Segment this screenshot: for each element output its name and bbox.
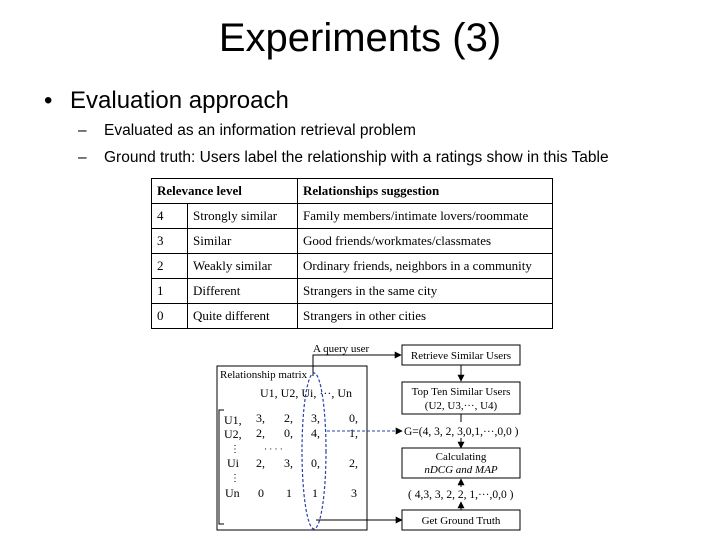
calculating-label: Calculating xyxy=(435,451,487,463)
matrix-cell: 1 xyxy=(312,486,318,500)
header-relationships-suggestion: Relationships suggestion xyxy=(298,179,553,204)
suggestion-cell: Strangers in the same city xyxy=(298,279,553,304)
main-bullet xyxy=(44,86,289,116)
table-row xyxy=(152,204,553,229)
matrix-cell: 2, xyxy=(256,456,265,470)
get-ground-truth-label: Get Ground Truth xyxy=(421,515,501,527)
slide-title: Experiments (3) xyxy=(218,16,502,60)
suggestion-cell: Strangers in other cities xyxy=(298,304,553,329)
label-cell: Quite different xyxy=(188,304,298,329)
table-row xyxy=(152,279,553,304)
matrix-cell: 3, xyxy=(284,456,293,470)
relevance-table xyxy=(151,178,553,329)
dash-mark: – xyxy=(78,149,87,166)
matrix-cell: 0, xyxy=(284,426,293,440)
query-user-label: A query user xyxy=(313,343,370,355)
row-label: ⋮ xyxy=(230,444,240,455)
matrix-cell: 0, xyxy=(311,456,320,470)
bullet-mark: • xyxy=(44,87,53,114)
matrix-cell: 3, xyxy=(256,411,265,425)
row-label: ⋮ xyxy=(230,473,240,484)
row-label: U2, xyxy=(224,427,242,441)
evaluation-flow-diagram xyxy=(216,336,556,532)
top-ten-users: (U2, U3,···, U4) xyxy=(424,400,498,412)
suggestion-cell: Family members/intimate lovers/roommate xyxy=(298,204,553,229)
level-cell: 3 xyxy=(152,229,188,254)
matrix-cell: 0, xyxy=(349,411,358,425)
suggestion-cell: Good friends/workmates/classmates xyxy=(298,229,553,254)
label-cell: Weakly similar xyxy=(188,254,298,279)
table-header-row xyxy=(152,179,553,204)
matrix-cell: 2, xyxy=(256,426,265,440)
sub-bullet-2 xyxy=(78,148,609,168)
calculating-metrics: nDCG and MAP xyxy=(424,464,498,476)
level-cell: 1 xyxy=(152,279,188,304)
row-label: Un xyxy=(225,486,240,500)
label-cell: Different xyxy=(188,279,298,304)
sub-bullet-text: Evaluated as an information retrieval problem xyxy=(104,122,416,139)
header-relevance-level: Relevance level xyxy=(152,179,298,204)
matrix-column-header: U1, U2, Ui, ···, Un xyxy=(260,386,352,400)
ground-truth-vector: ( 4,3, 3, 2, 2, 1,···,0,0 ) xyxy=(408,489,514,501)
label-cell: Similar xyxy=(188,229,298,254)
matrix-cell: 0 xyxy=(258,486,264,500)
label-cell: Strongly similar xyxy=(188,204,298,229)
table-row xyxy=(152,229,553,254)
flow-diagram-svg xyxy=(216,336,556,532)
main-bullet-text: Evaluation approach xyxy=(70,87,289,114)
sub-bullet-1 xyxy=(78,121,416,141)
matrix-cell: 1, xyxy=(349,426,358,440)
suggestion-cell: Ordinary friends, neighbors in a community xyxy=(298,254,553,279)
table-row xyxy=(152,304,553,329)
matrix-cell: 3 xyxy=(351,486,357,500)
level-cell: 2 xyxy=(152,254,188,279)
matrix-cell: 4, xyxy=(311,426,320,440)
retrieve-similar-users-label: Retrieve Similar Users xyxy=(410,350,512,362)
level-cell: 0 xyxy=(152,304,188,329)
matrix-cell: 2, xyxy=(349,456,358,470)
matrix-cell: 3, xyxy=(311,411,320,425)
g-vector: G=(4, 3, 2, 3,0,1,···,0,0 ) xyxy=(404,426,519,438)
matrix-cell: 2, xyxy=(284,411,293,425)
matrix-ellipsis: · · · · xyxy=(264,444,283,454)
matrix-cell: 1 xyxy=(286,486,292,500)
dash-mark: – xyxy=(78,122,87,139)
row-label: U1, xyxy=(224,413,242,427)
level-cell: 4 xyxy=(152,204,188,229)
matrix-title: Relationship matrix xyxy=(220,369,308,381)
table-row xyxy=(152,254,553,279)
sub-bullet-text: Ground truth: Users label the relationship with a ratings show in this Table xyxy=(104,149,609,166)
row-label: Ui xyxy=(227,456,239,470)
top-ten-label: Top Ten Similar Users xyxy=(411,386,511,398)
